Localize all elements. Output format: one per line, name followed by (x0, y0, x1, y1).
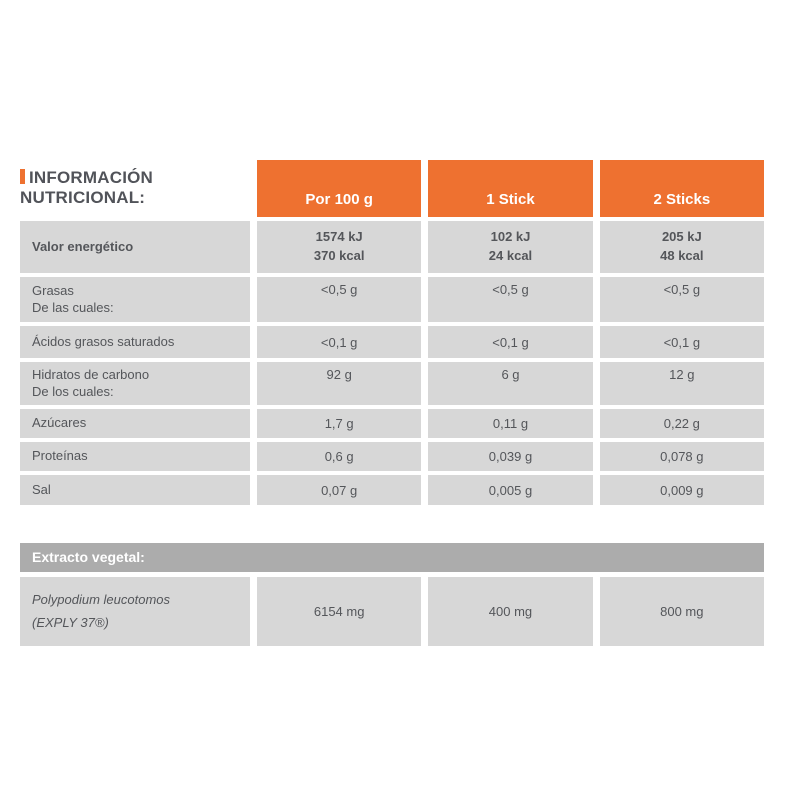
row-value-stick1: 0,039 g (428, 442, 592, 471)
table-row-sal (20, 475, 764, 505)
extract-section-header: Extracto vegetal: (20, 543, 764, 572)
row-label (20, 577, 250, 646)
row-value-stick2 (600, 221, 764, 273)
row-value-stick2: 12 g (600, 362, 764, 405)
row-label (20, 362, 250, 405)
column-header-per-100g: Por 100 g (257, 160, 421, 217)
energy-kcal: 24 kcal (488, 248, 533, 263)
row-label: Ácidos grasos saturados (20, 326, 250, 358)
row-value-stick2: <0,5 g (600, 277, 764, 322)
row-label: Azúcares (20, 409, 250, 438)
energy-kj: 102 kJ (490, 229, 531, 245)
row-value-stick2: <0,1 g (600, 326, 764, 358)
row-value-per100: 0,07 g (257, 475, 421, 505)
title-line1: INFORMACIÓN (29, 168, 154, 187)
column-header-2-sticks: 2 Sticks (600, 160, 764, 217)
row-label-main: Grasas (32, 282, 74, 298)
energy-kj: 205 kJ (661, 229, 702, 245)
table-title-cell (20, 160, 250, 217)
row-value-per100: 6154 mg (257, 577, 421, 646)
row-label: Proteínas (20, 442, 250, 471)
table-row-energy (20, 221, 764, 273)
row-value-stick2: 800 mg (600, 577, 764, 646)
row-label-sub: De las cuales: (32, 299, 114, 315)
row-value-per100 (257, 221, 421, 273)
row-value-per100: <0,1 g (257, 326, 421, 358)
header-row (20, 160, 764, 217)
row-value-stick2: 0,22 g (600, 409, 764, 438)
table-row-proteinas (20, 442, 764, 471)
table-row-acidos-grasos (20, 326, 764, 358)
row-value-stick1: 400 mg (428, 577, 592, 646)
row-value-stick1: 6 g (428, 362, 592, 405)
row-value-stick1: 0,11 g (428, 409, 592, 438)
row-label: Sal (20, 475, 250, 505)
column-header-1-stick: 1 Stick (428, 160, 592, 217)
row-label: Valor energético (20, 221, 250, 273)
row-value-per100: 92 g (257, 362, 421, 405)
row-label (20, 277, 250, 322)
row-value-per100: 1,7 g (257, 409, 421, 438)
row-value-per100: <0,5 g (257, 277, 421, 322)
row-value-stick1: 0,005 g (428, 475, 592, 505)
energy-kcal: 48 kcal (660, 248, 704, 263)
table-row-azucares (20, 409, 764, 438)
table-row-hidratos (20, 362, 764, 405)
row-value-stick1: <0,1 g (428, 326, 592, 358)
row-value-stick2: 0,078 g (600, 442, 764, 471)
nutrition-table (20, 160, 764, 646)
energy-kj: 1574 kJ (315, 229, 363, 245)
extract-name-line1: Polypodium leucotomos (32, 592, 171, 608)
table-row-extract (20, 577, 764, 646)
row-label-sub: De los cuales: (32, 383, 114, 399)
row-value-per100: 0,6 g (257, 442, 421, 471)
extract-name-line2: (EXPLY 37®) (32, 614, 109, 630)
row-label-main: Hidratos de carbono (32, 366, 150, 382)
page-title (20, 168, 250, 208)
energy-kcal: 370 kcal (313, 248, 365, 263)
row-value-stick1: <0,5 g (428, 277, 592, 322)
orange-tick-icon (20, 169, 25, 184)
row-value-stick1 (428, 221, 592, 273)
row-value-stick2: 0,009 g (600, 475, 764, 505)
table-row-grasas (20, 277, 764, 322)
title-line2: NUTRICIONAL: (20, 188, 146, 208)
